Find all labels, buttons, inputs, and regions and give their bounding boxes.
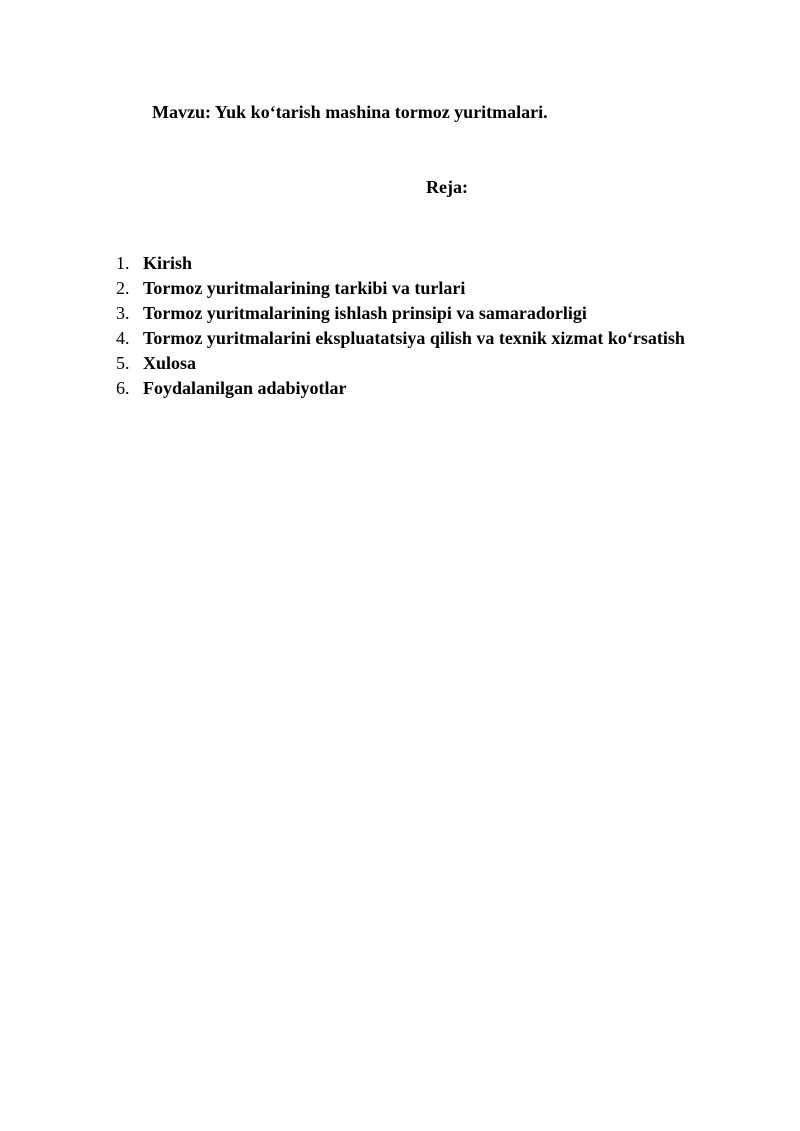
plan-item-text: Tormoz yuritmalarining ishlash prinsipi va samaradorligi xyxy=(143,303,587,323)
plan-list xyxy=(116,251,685,401)
plan-item-text: Kirish xyxy=(143,253,193,273)
plan-item-text: Foydalanilgan adabiyotlar xyxy=(143,378,347,398)
plan-item-number: 5. xyxy=(116,353,130,373)
plan-heading: Reja: xyxy=(426,177,468,197)
plan-item-number: 2. xyxy=(116,278,130,298)
plan-item-number: 6. xyxy=(116,378,130,398)
plan-item-1 xyxy=(116,251,685,276)
plan-item-6 xyxy=(116,376,685,401)
plan-item-number: 4. xyxy=(116,328,130,348)
plan-item-text: Xulosa xyxy=(143,353,197,373)
plan-item-number: 3. xyxy=(116,303,130,323)
plan-item-2 xyxy=(116,276,685,301)
plan-item-3 xyxy=(116,301,685,326)
plan-item-5 xyxy=(116,351,685,376)
plan-item-text: Tormoz yuritmalarini ekspluatatsiya qilish va texnik xizmat ko‘rsatish xyxy=(143,328,685,348)
document-topic: Mavzu: Yuk ko‘tarish mashina tormoz yuritmalari. xyxy=(152,102,548,122)
plan-item-text: Tormoz yuritmalarining tarkibi va turlari xyxy=(143,278,466,298)
plan-item-4 xyxy=(116,326,685,351)
plan-item-number: 1. xyxy=(116,253,130,273)
